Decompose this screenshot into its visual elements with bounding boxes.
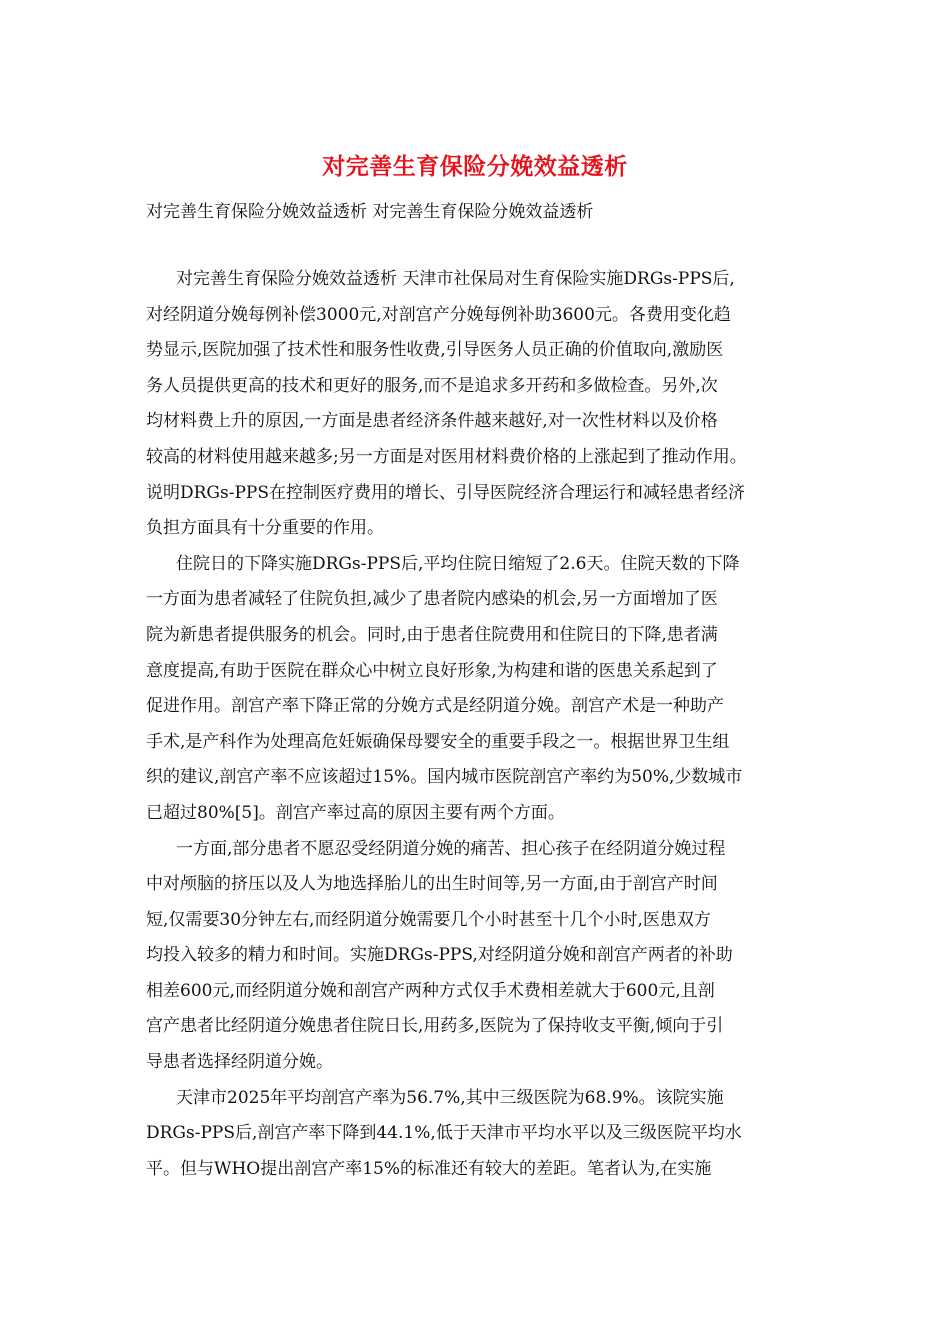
- text-line: 已超过80%[5]。剖宫产率过高的原因主要有两个方面。: [146, 802, 565, 823]
- document-subtitle: 对完善生育保险分娩效益透析 对完善生育保险分娩效益透析: [146, 202, 594, 222]
- text-line: 平。但与WHO提出剖宫产率15%的标准还有较大的差距。笔者认为,在实施: [146, 1158, 712, 1179]
- text-line: 对完善生育保险分娩效益透析 天津市社保局对生育保险实施DRGs-PPS后,: [176, 269, 735, 289]
- text-line: 导患者选择经阴道分娩。: [146, 1052, 333, 1073]
- paragraph-1: [146, 262, 812, 547]
- text-line: 住院日的下降实施DRGs-PPS后,平均住院日缩短了2.6天。住院天数的下降: [176, 553, 740, 574]
- text-line: 织的建议,剖宫产率不应该超过15%。国内城市医院剖宫产率约为50%,少数城市: [146, 767, 743, 788]
- text-line: 较高的材料使用越来越多;另一方面是对医用材料费价格的上涨起到了推动作用。: [146, 446, 747, 467]
- text-line: 意度提高,有助于医院在群众心中树立良好形象,为构建和谐的医患关系起到了: [146, 660, 718, 681]
- document-title: 对完善生育保险分娩效益透析: [322, 153, 628, 180]
- document-body: [146, 262, 812, 1187]
- paragraph-3: [146, 832, 812, 1081]
- text-line: 务人员提供更高的技术和更好的服务,而不是追求多开药和多做检查。另外,次: [146, 375, 718, 396]
- text-line: 负担方面具有十分重要的作用。: [146, 518, 384, 539]
- text-line: 对经阴道分娩每例补偿3000元,对剖宫产分娩每例补助3600元。各费用变化趋: [146, 304, 731, 325]
- text-line: 中对颅脑的挤压以及人为地选择胎儿的出生时间等,另一方面,由于剖宫产时间: [146, 874, 718, 895]
- text-line: 宫产患者比经阴道分娩患者住院日长,用药多,医院为了保持收支平衡,倾向于引: [146, 1016, 724, 1037]
- paragraph-2: [146, 547, 812, 832]
- text-line: 相差600元,而经阴道分娩和剖宫产两种方式仅手术费相差就大于600元,且剖: [146, 980, 715, 1001]
- text-line: 一方面,部分患者不愿忍受经阴道分娩的痛苦、担心孩子在经阴道分娩过程: [176, 838, 726, 859]
- text-line: 均材料费上升的原因,一方面是患者经济条件越来越好,对一次性材料以及价格: [146, 411, 718, 432]
- text-line: 势显示,医院加强了技术性和服务性收费,引导医务人员正确的价值取向,激励医: [146, 340, 724, 361]
- text-line: 短,仅需要30分钟左右,而经阴道分娩需要几个小时甚至十几个小时,医患双方: [146, 909, 711, 930]
- text-line: 促进作用。剖宫产率下降正常的分娩方式是经阴道分娩。剖宫产术是一种助产: [146, 696, 724, 717]
- text-line: 天津市2025年平均剖宫产率为56.7%,其中三级医院为68.9%。该院实施: [176, 1087, 724, 1108]
- text-line: 说明DRGs-PPS在控制医疗费用的增长、引导医院经济合理运行和减轻患者经济: [146, 482, 745, 503]
- paragraph-4: [146, 1081, 812, 1188]
- text-line: 手术,是产科作为处理高危妊娠确保母婴安全的重要手段之一。根据世界卫生组: [146, 731, 730, 752]
- text-line: 院为新患者提供服务的机会。同时,由于患者住院费用和住院日的下降,患者满: [146, 624, 718, 645]
- text-line: 均投入较多的精力和时间。实施DRGs-PPS,对经阴道分娩和剖宫产两者的补助: [146, 945, 733, 966]
- text-line: 一方面为患者减轻了住院负担,减少了患者院内感染的机会,另一方面增加了医: [146, 589, 718, 610]
- text-line: DRGs-PPS后,剖宫产率下降到44.1%,低于天津市平均水平以及三级医院平均水: [146, 1123, 742, 1144]
